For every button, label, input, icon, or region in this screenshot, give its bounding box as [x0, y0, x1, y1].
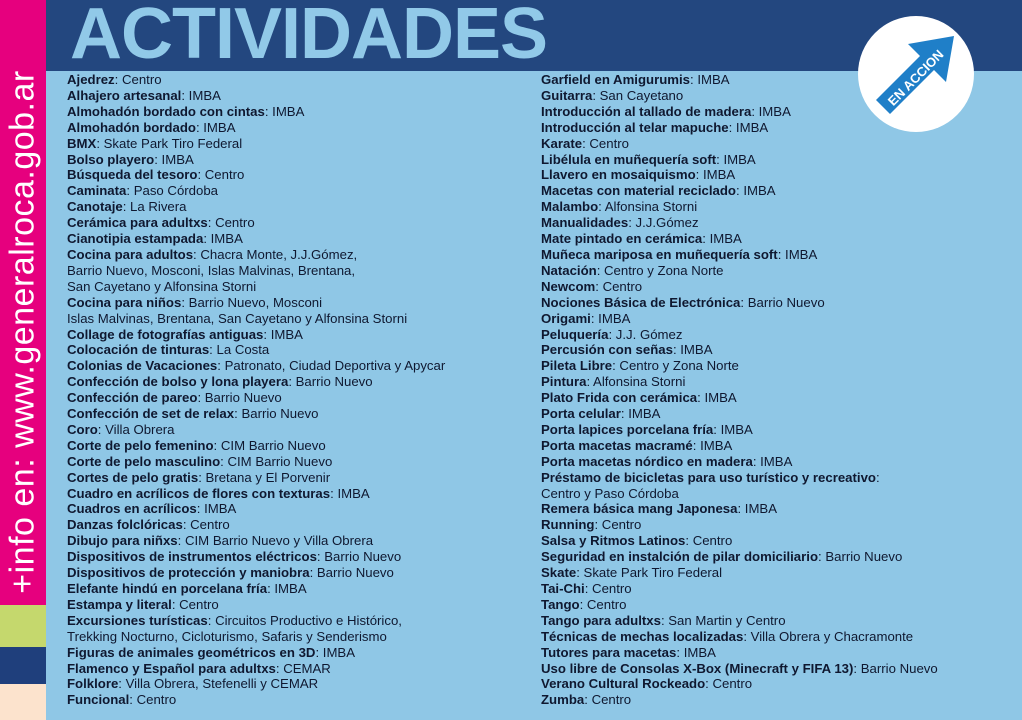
activity-item: Funcional: Centro	[67, 692, 177, 708]
activity-name: Dibujo para niñxs	[67, 533, 178, 549]
activity-item: Estampa y literal: Centro	[67, 596, 219, 612]
activities-left-column	[67, 72, 529, 708]
activity-location: Centro	[121, 72, 162, 87]
activity-location: IMBA	[735, 119, 769, 135]
activity-name: Alhajero artesanal	[67, 87, 182, 103]
activity-item: Skate: Skate Park Tiro Federal	[541, 565, 723, 581]
activity-name: Búsqueda del tesoro	[67, 167, 198, 183]
activity-item: Almohadón bordado: IMBA	[67, 119, 236, 135]
activity-name: Karate	[541, 135, 583, 151]
activity-item: Libélula en muñequería soft: IMBA	[541, 151, 756, 167]
activity-name: Mate pintado en cerámica	[541, 231, 703, 247]
activity-item: Remera básica mang Japonesa: IMBA	[541, 501, 778, 517]
activity-name: Cortes de pelo gratis	[67, 469, 199, 485]
activity-item: Garfield en Amigurumis: IMBA	[541, 72, 730, 87]
activity-name: Remera básica mang Japonesa	[541, 501, 738, 517]
activity-item: Cerámica para adultxs: Centro	[67, 215, 255, 231]
activity-item: Macetas con material reciclado: IMBA	[541, 183, 776, 199]
activity-location: Centro y Zona Norte	[619, 358, 739, 374]
activity-location: IMBA	[680, 342, 713, 358]
activity-item: Canotaje: La Rivera	[67, 199, 187, 215]
activity-location: Centro	[204, 167, 245, 183]
activity-item: Introducción al telar mapuche: IMBA	[541, 119, 769, 135]
activity-location: Barrio Nuevo	[316, 565, 394, 581]
activity-location: Barrio Nuevo	[295, 374, 373, 390]
activity-name: Plato Frida con cerámica	[541, 390, 698, 406]
activity-name: Corte de pelo masculino	[67, 453, 221, 469]
activity-location: Barrio Nuevo	[241, 406, 319, 422]
activity-item: Percusión con señas: IMBA	[541, 342, 713, 358]
activity-location: IMBA	[203, 119, 236, 135]
activity-item: Cianotipia estampada: IMBA	[67, 231, 243, 247]
activity-item: Tutores para macetas: IMBA	[541, 644, 716, 660]
activity-item: Guitarra: San Cayetano	[541, 87, 684, 103]
sidebar-navy-band	[0, 647, 46, 684]
activity-name: Folklore	[67, 676, 119, 692]
activity-location: J.J.Gómez	[635, 215, 699, 231]
activity-item: Dispositivos de instrumentos eléctricos: Barrio Nuevo	[67, 549, 402, 565]
activity-name: Estampa y literal	[67, 596, 172, 612]
activity-item: Dibujo para niñxs: CIM Barrio Nuevo y Villa Obrera	[67, 533, 374, 549]
activity-location: IMBA	[702, 167, 736, 183]
activity-name: Coro	[67, 421, 98, 437]
activity-name: Pintura	[541, 374, 587, 390]
activity-item: Almohadón bordado con cintas: IMBA	[67, 103, 305, 119]
activity-name: Almohadón bordado con cintas	[67, 103, 265, 119]
activity-name: Origami	[541, 310, 591, 326]
activity-item: Porta lapices porcelana fría: IMBA	[541, 421, 753, 437]
activity-item: Porta macetas nórdico en madera: IMBA	[541, 453, 793, 469]
activity-name: Cuadro en acrílicos de flores con texturas	[67, 485, 331, 501]
activity-item: Bolso playero: IMBA	[67, 151, 194, 167]
activity-location: IMBA	[723, 151, 756, 167]
activity-item: Porta celular: IMBA	[541, 406, 661, 422]
activity-location: IMBA	[704, 390, 737, 406]
activity-location: Villa Obrera, Stefenelli y CEMAR	[125, 676, 319, 692]
activity-item: Nociones Básica de Electrónica: Barrio Nuevo	[541, 294, 825, 310]
activity-name: Ajedrez	[67, 72, 115, 87]
activity-name: Uso libre de Consolas X-Box (Minecraft y FIFA 13)	[541, 660, 854, 676]
activity-location: IMBA	[628, 406, 661, 422]
activity-location: Centro	[591, 692, 632, 708]
activity-item: Elefante hindú en porcelana fría: IMBA	[67, 581, 307, 596]
activity-item: Dispositivos de protección y maniobra: Barrio Nuevo	[67, 565, 394, 581]
activity-location: IMBA	[274, 581, 307, 596]
activity-item: Karate: Centro	[541, 135, 629, 151]
activity-location: IMBA	[697, 72, 730, 87]
activity-location: IMBA	[758, 103, 791, 119]
activity-name: Cocina para adultos	[67, 246, 194, 262]
activity-item: Confección de pareo: Barrio Nuevo	[67, 390, 282, 406]
activity-location: Centro	[586, 596, 627, 612]
activity-item: Malambo: Alfonsina Storni	[541, 199, 698, 215]
activity-location: J.J. Gómez	[615, 326, 683, 342]
activity-name: Excursiones turísticas	[67, 612, 208, 628]
activity-location: Chacra Monte, J.J.Gómez,	[200, 246, 358, 262]
activity-location: Centro	[601, 517, 642, 533]
activity-name: Guitarra	[541, 87, 593, 103]
activity-name: Zumba	[541, 692, 585, 708]
activity-location: Barrio Nuevo	[747, 294, 825, 310]
activity-item: Muñeca mariposa en muñequería soft: IMBA	[541, 246, 818, 262]
activity-name: Muñeca mariposa en muñequería soft	[541, 246, 778, 262]
activity-name: Colocación de tinturas	[67, 342, 210, 358]
activity-name: Técnicas de mechas localizadas	[541, 628, 744, 644]
activity-location: San Cayetano	[599, 87, 684, 103]
activity-name: Tai-Chi	[541, 581, 585, 596]
activity-item: Cocina para adultos: Chacra Monte, J.J.Gómez,	[67, 246, 358, 262]
activity-name: Porta lapices porcelana fría	[541, 421, 714, 437]
activity-item: Préstamo de bicicletas para uso turístico y recreativo:	[541, 469, 880, 485]
activity-item: Ajedrez: Centro	[67, 72, 162, 87]
activity-location: Villa Obrera	[105, 421, 175, 437]
activity-item: Seguridad en instalción de pilar domiciliario: Barrio Nuevo	[541, 549, 903, 565]
activity-location: IMBA	[270, 326, 303, 342]
activity-item: Origami: IMBA	[541, 310, 631, 326]
activity-name: Running	[541, 517, 595, 533]
activity-name: Cuadros en acrílicos	[67, 501, 197, 517]
activity-item: Manualidades: J.J.Gómez	[541, 215, 699, 231]
activity-item: Cuadros en acrílicos: IMBA	[67, 501, 237, 517]
activity-item: Uso libre de Consolas X-Box (Minecraft y FIFA 13): Barrio Nuevo	[541, 660, 938, 676]
activity-location: Centro	[692, 533, 733, 549]
activity-location: IMBA	[598, 310, 631, 326]
activity-name: Nociones Básica de Electrónica	[541, 294, 741, 310]
activity-location: IMBA	[720, 421, 753, 437]
activity-item: Collage de fotografías antiguas: IMBA	[67, 326, 303, 342]
activity-name: Confección de set de relax	[67, 406, 235, 422]
activity-location: IMBA	[700, 437, 733, 453]
activity-name: Pileta Libre	[541, 358, 613, 374]
activity-location: CIM Barrio Nuevo y Villa Obrera	[184, 533, 374, 549]
activity-item: Folklore: Villa Obrera, Stefenelli y CEMAR	[67, 676, 319, 692]
activity-name: Corte de pelo femenino	[67, 437, 214, 453]
activity-name: Percusión con señas	[541, 342, 673, 358]
activity-item: Excursiones turísticas: Circuitos Productivo e Histórico,	[67, 612, 402, 628]
activity-name: Tango	[541, 596, 580, 612]
activity-item: Corte de pelo masculino: CIM Barrio Nuevo	[67, 453, 333, 469]
activity-name: Figuras de animales geométricos en 3D	[67, 644, 316, 660]
activity-name: Natación	[541, 262, 597, 278]
activity-location: IMBA	[337, 485, 370, 501]
activity-name: Tutores para macetas	[541, 644, 677, 660]
activity-item: Técnicas de mechas localizadas: Villa Obrera y Chacramonte	[541, 628, 914, 644]
activity-item: Pintura: Alfonsina Storni	[541, 374, 686, 390]
activity-location: San Martin y Centro	[668, 612, 786, 628]
activity-name: Almohadón bordado	[67, 119, 196, 135]
activity-name: Confección de pareo	[67, 390, 198, 406]
activity-location: Skate Park Tiro Federal	[583, 565, 723, 581]
activity-name: Préstamo de bicicletas para uso turístico y recreativo	[541, 469, 876, 485]
activity-item: Corte de pelo femenino: CIM Barrio Nuevo	[67, 437, 326, 453]
activity-location: Centro	[589, 135, 629, 151]
activity-name: Skate	[541, 565, 577, 581]
activity-location: CIM Barrio Nuevo	[220, 437, 326, 453]
sidebar-website-link[interactable]: +info en: www.generalroca.gob.ar	[3, 70, 42, 594]
activity-location: Centro	[712, 676, 753, 692]
activity-item: Salsa y Ritmos Latinos: Centro	[541, 533, 733, 549]
activity-name: Danzas folclóricas	[67, 517, 183, 533]
activity-location-continued: Centro y Paso Córdoba	[541, 485, 679, 501]
activity-item: Búsqueda del tesoro: Centro	[67, 167, 245, 183]
activity-location: Centro	[592, 581, 632, 596]
activity-location: Alfonsina Storni	[604, 199, 698, 215]
activity-item: Alhajero artesanal: IMBA	[67, 87, 221, 103]
activity-location-continued: Trekking Nocturno, Cicloturismo, Safaris y Senderismo	[67, 628, 387, 644]
activity-location: IMBA	[188, 87, 221, 103]
activity-location: Barrio Nuevo	[204, 390, 282, 406]
activity-location: Patronato, Ciudad Deportiva y Apycar	[224, 358, 446, 374]
activity-name: Bolso playero	[67, 151, 155, 167]
activity-location: Centro	[190, 517, 230, 533]
activity-item: Llavero en mosaiquismo: IMBA	[541, 167, 736, 183]
activity-item: Running: Centro	[541, 517, 642, 533]
activity-item: Colocación de tinturas: La Costa	[67, 342, 270, 358]
activity-location-continued: San Cayetano y Alfonsina Storni	[67, 278, 257, 294]
activity-location: IMBA	[322, 644, 356, 660]
activity-item: Plato Frida con cerámica: IMBA	[541, 390, 737, 406]
activity-name: Peluquería	[541, 326, 609, 342]
activity-name: Malambo	[541, 199, 599, 215]
activity-location: Centro	[215, 215, 255, 231]
activity-name: Macetas con material reciclado	[541, 183, 736, 199]
activity-name: Introducción al telar mapuche	[541, 119, 729, 135]
activity-name: Cerámica para adultxs	[67, 215, 208, 231]
activity-name: Colonias de Vacaciones	[67, 358, 218, 374]
activity-item: Newcom: Centro	[541, 278, 643, 294]
activity-location: CEMAR	[283, 660, 331, 676]
activity-location: Centro y Zona Norte	[604, 262, 724, 278]
activity-item: Coro: Villa Obrera	[67, 421, 175, 437]
activity-item: Confección de bolso y lona playera: Barrio Nuevo	[67, 374, 373, 390]
activity-item: Danzas folclóricas: Centro	[67, 517, 230, 533]
activity-location: La Rivera	[130, 199, 187, 215]
activity-name: Caminata	[67, 183, 127, 199]
activity-location: Villa Obrera y Chacramonte	[750, 628, 914, 644]
activity-location: IMBA	[760, 453, 793, 469]
activity-name: Newcom	[541, 278, 596, 294]
activity-location: Circuitos Productivo e Histórico,	[215, 612, 402, 628]
activity-name: Porta macetas macramé	[541, 437, 693, 453]
activity-name: Porta macetas nórdico en madera	[541, 453, 753, 469]
activity-name: Tango para adultxs	[541, 612, 661, 628]
activity-location: Alfonsina Storni	[593, 374, 686, 390]
activity-location: IMBA	[743, 183, 776, 199]
activity-location: IMBA	[785, 246, 818, 262]
activity-item: Cortes de pelo gratis: Bretana y El Porvenir	[67, 469, 331, 485]
activity-item: Pileta Libre: Centro y Zona Norte	[541, 358, 739, 374]
activity-location: Centro	[602, 278, 643, 294]
activity-item: Cocina para niños: Barrio Nuevo, Mosconi	[67, 294, 323, 310]
activity-location: Centro	[136, 692, 177, 708]
activity-location: IMBA	[210, 231, 243, 247]
activity-name: BMX	[67, 135, 97, 151]
activity-location: Barrio Nuevo, Mosconi	[188, 294, 323, 310]
activity-item: Introducción al tallado de madera: IMBA	[541, 103, 791, 119]
sidebar-green-band	[0, 605, 46, 647]
activity-location-continued: Islas Malvinas, Brentana, San Cayetano y Alfonsina Storni	[67, 310, 408, 326]
activity-location: IMBA	[709, 231, 742, 247]
activity-location: IMBA	[272, 103, 305, 119]
activity-item: Natación: Centro y Zona Norte	[541, 262, 724, 278]
activity-item: Caminata: Paso Córdoba	[67, 183, 219, 199]
activity-name: Salsa y Ritmos Latinos	[541, 533, 686, 549]
activity-item: Peluquería: J.J. Gómez	[541, 326, 683, 342]
activity-location-continued: Barrio Nuevo, Mosconi, Islas Malvinas, Brentana,	[67, 262, 356, 278]
activity-item: Colonias de Vacaciones: Patronato, Ciudad Deportiva y Apycar	[67, 358, 446, 374]
activity-name: Elefante hindú en porcelana fría	[67, 581, 268, 596]
activity-location: IMBA	[204, 501, 237, 517]
activity-location: Skate Park Tiro Federal	[103, 135, 243, 151]
sidebar	[0, 0, 46, 720]
activity-item: Cuadro en acrílicos de flores con texturas: IMBA	[67, 485, 370, 501]
activity-item: Tango para adultxs: San Martin y Centro	[541, 612, 786, 628]
activity-location: IMBA	[744, 501, 778, 517]
activity-location: La Costa	[216, 342, 270, 358]
activity-name: Seguridad en instalción de pilar domiciliario	[541, 549, 818, 565]
activity-location: Barrio Nuevo	[825, 549, 903, 565]
sidebar-cream-band	[0, 684, 46, 720]
activity-name: Verano Cultural Rockeado	[541, 676, 706, 692]
activity-item: Verano Cultural Rockeado: Centro	[541, 676, 753, 692]
activity-location: IMBA	[161, 151, 194, 167]
activity-item: Figuras de animales geométricos en 3D: IMBA	[67, 644, 356, 660]
activity-item: Tai-Chi: Centro	[541, 581, 632, 596]
activity-item: Confección de set de relax: Barrio Nuevo	[67, 406, 319, 422]
activity-name: Libélula en muñequería soft	[541, 151, 717, 167]
activity-location: Bretana y El Porvenir	[205, 469, 331, 485]
activity-item: Zumba: Centro	[541, 692, 632, 708]
activity-item: BMX: Skate Park Tiro Federal	[67, 135, 243, 151]
activity-name: Llavero en mosaiquismo	[541, 167, 696, 183]
activity-name: Dispositivos de protección y maniobra	[67, 565, 310, 581]
activity-item: Mate pintado en cerámica: IMBA	[541, 231, 742, 247]
activity-name: Cianotipia estampada	[67, 231, 204, 247]
activity-item: Tango: Centro	[541, 596, 627, 612]
activity-name: Porta celular	[541, 406, 621, 422]
badge-label: EN ACCION	[884, 46, 947, 109]
page-title: ACTIVIDADES	[70, 0, 548, 71]
activity-name: Introducción al tallado de madera	[541, 103, 752, 119]
activity-location: CIM Barrio Nuevo	[227, 453, 333, 469]
activity-location: Paso Córdoba	[133, 183, 219, 199]
activity-name: Funcional	[67, 692, 130, 708]
activity-name: Confección de bolso y lona playera	[67, 374, 289, 390]
activity-location: Barrio Nuevo	[860, 660, 938, 676]
activity-name: Manualidades	[541, 215, 629, 231]
activity-location: Barrio Nuevo	[324, 549, 402, 565]
activity-location: Centro	[179, 596, 219, 612]
activity-name: Collage de fotografías antiguas	[67, 326, 264, 342]
activity-item: Flamenco y Español para adultxs: CEMAR	[67, 660, 331, 676]
activity-name: Dispositivos de instrumentos eléctricos	[67, 549, 317, 565]
activity-name: Cocina para niños	[67, 294, 182, 310]
activities-right-column	[541, 72, 1011, 708]
activity-item: Porta macetas macramé: IMBA	[541, 437, 733, 453]
activity-name: Flamenco y Español para adultxs	[67, 660, 276, 676]
activity-location: IMBA	[683, 644, 716, 660]
activity-name: Canotaje	[67, 199, 123, 215]
activity-name: Garfield en Amigurumis	[541, 72, 690, 87]
